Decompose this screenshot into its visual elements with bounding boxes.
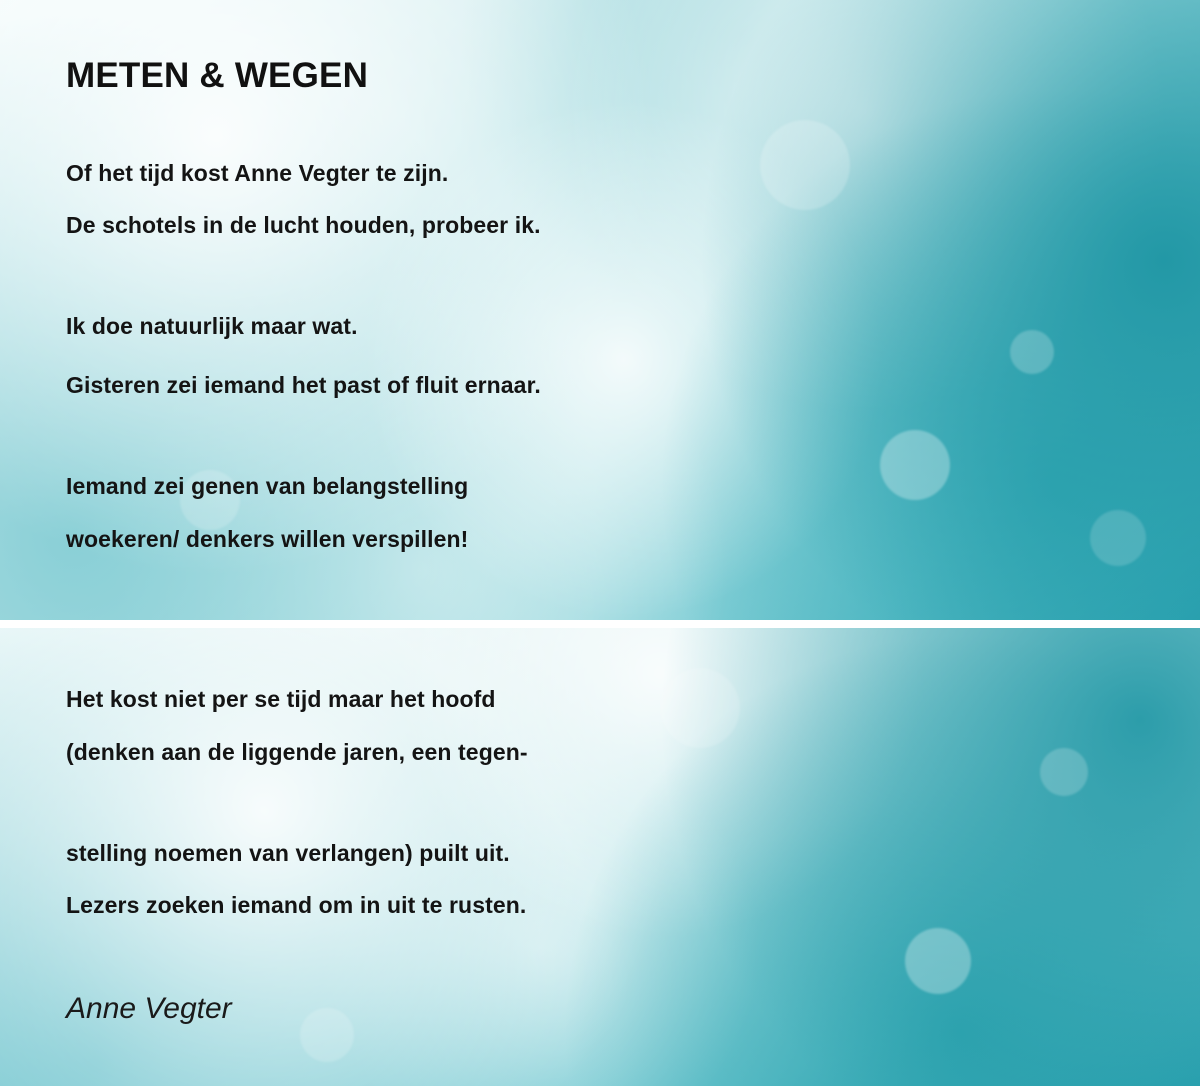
poem-line: stelling noemen van verlangen) puilt uit. [66, 840, 510, 866]
poem-line: De schotels in de lucht houden, probeer ik. [66, 212, 541, 238]
poem-line: Het kost niet per se tijd maar het hoofd [66, 686, 496, 712]
poem-line: Gisteren zei iemand het past of fluit ernaar. [66, 372, 541, 398]
poem-title: METEN & WEGEN [66, 56, 369, 95]
poem-author: Anne Vegter [66, 992, 232, 1025]
poem-line: (denken aan de liggende jaren, een tegen- [66, 739, 528, 765]
poem-line: woekeren/ denkers willen verspillen! [66, 526, 469, 552]
poem-line: Of het tijd kost Anne Vegter te zijn. [66, 160, 449, 186]
poem-line: Iemand zei genen van belangstelling [66, 473, 469, 499]
poem-line: Ik doe natuurlijk maar wat. [66, 313, 358, 339]
poem-line: Lezers zoeken iemand om in uit te rusten. [66, 892, 527, 918]
